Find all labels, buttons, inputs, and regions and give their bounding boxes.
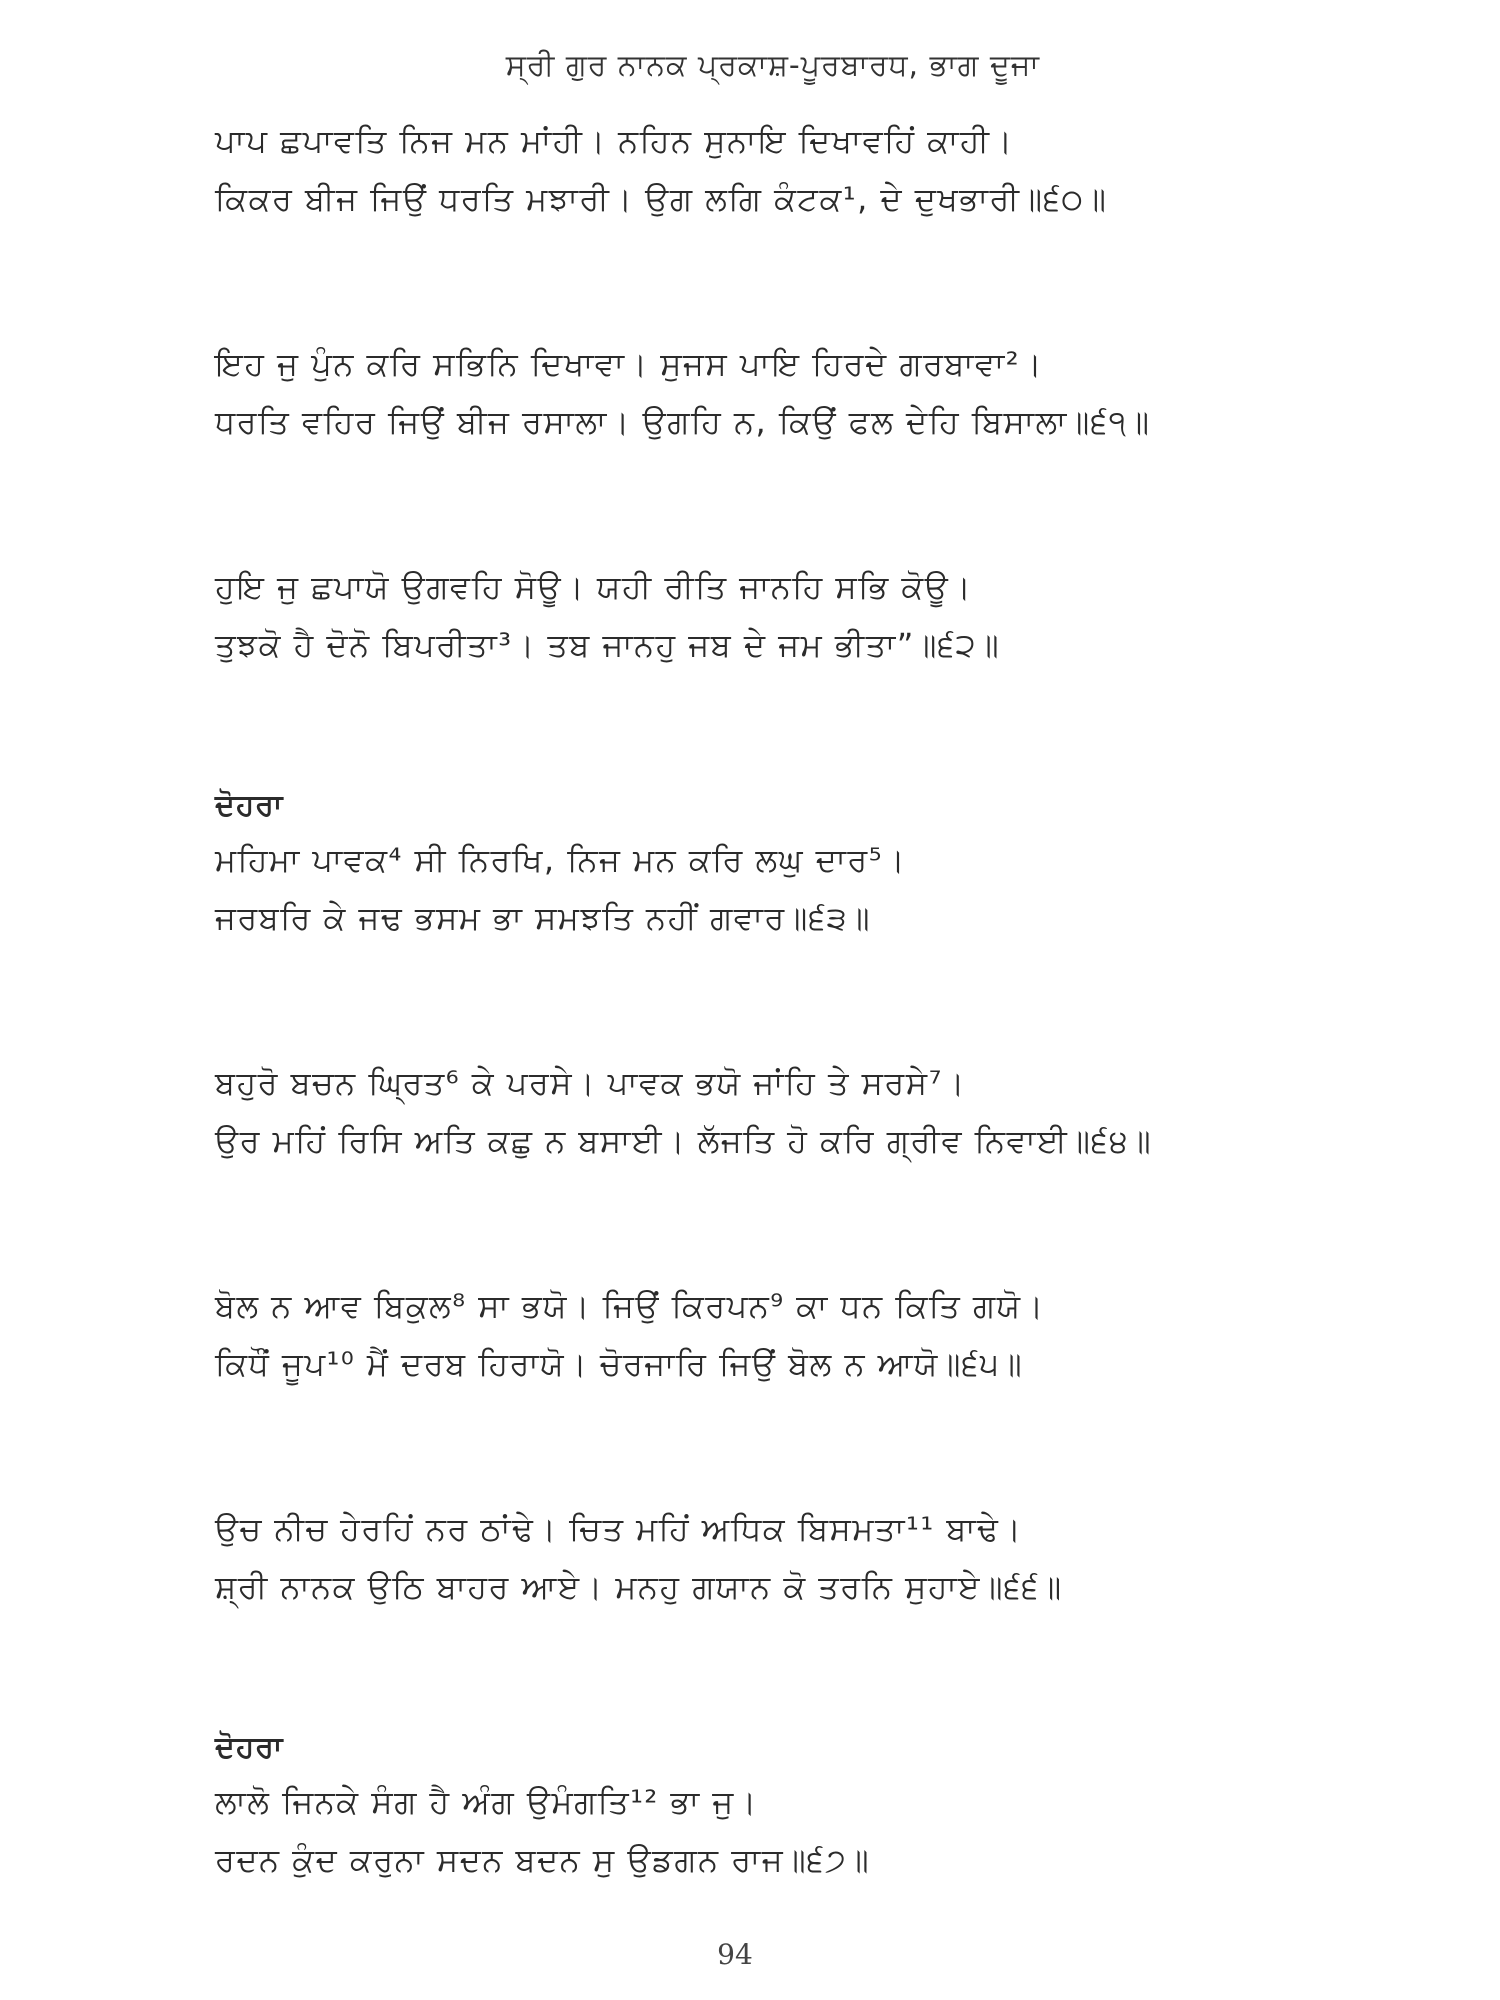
stanza-60 <box>215 112 1375 228</box>
stanza-67 <box>215 1723 1375 1889</box>
verse-line: ਪਾਪ ਛਪਾਵਤਿ ਨਿਜ ਮਨ ਮਾਂਹੀ। ਨਹਿਨ ਸੁਨਾਇ ਦਿਖਾਵਹਿਂ ਕਾਹੀ। <box>215 122 1014 160</box>
stanza-61 <box>215 335 1375 451</box>
verse-line: ਮਹਿਮਾ ਪਾਵਕ⁴ ਸੀ ਨਿਰਖਿ, ਨਿਜ ਮਨ ਕਰਿ ਲਘੁ ਦਾਰ⁵। <box>215 841 907 879</box>
verse-line: ਸ਼੍ਰੀ ਨਾਨਕ ਉਠਿ ਬਾਹਰ ਆਏ। ਮਨਹੁ ਗਯਾਨ ਕੋ ਤਰਨਿ ਸੁਹਾਏ॥੬੬॥ <box>215 1568 1063 1606</box>
verse-line: ਰਦਨ ਕੁੰਦ ਕਰੁਨਾ ਸਦਨ ਬਦਨ ਸੁ ਉਡਗਨ ਰਾਜ॥੬੭॥ <box>215 1841 871 1879</box>
verse-body <box>215 112 1375 1996</box>
verse-line: ਲਾਲੋ ਜਿਨਕੇ ਸੰਗ ਹੈ ਅੰਗ ਉਮੰਗਤਿ¹² ਭਾ ਜੁ। <box>215 1783 758 1821</box>
verse-line: ਉਚ ਨੀਚ ਹੇਰਹਿਂ ਨਰ ਠਾਂਢੇ। ਚਿਤ ਮਹਿਂ ਅਧਿਕ ਬਿਸਮਤਾ¹¹ ਬਾਢੇ। <box>215 1510 1023 1548</box>
verse-line: ਉਰ ਮਹਿਂ ਰਿਸਿ ਅਤਿ ਕਛੁ ਨ ਬਸਾਈ। ਲੱਜਤਿ ਹੋ ਕਰਿ ਗ੍ਰੀਵ ਨਿਵਾਈ॥੬੪॥ <box>215 1122 1153 1160</box>
verse-line: ਇਹ ਜੁ ਪੁੰਨ ਕਰਿ ਸਭਿਨਿ ਦਿਖਾਵਾ। ਸੁਜਸ ਪਾਇ ਹਿਰਦੇ ਗਰਬਾਵਾ²। <box>215 345 1044 383</box>
verse-line: ਤੁਝਕੋ ਹੈ ਦੋਨੋ ਬਿਪਰੀਤਾ³। ਤਬ ਜਾਨਹੁ ਜਬ ਦੇ ਜਮ ਭੀਤਾ”॥੬੨॥ <box>215 626 1001 664</box>
verse-line: ਬੋਲ ਨ ਆਵ ਬਿਕੁਲ⁸ ਸਾ ਭਯੋ। ਜਿਉਂ ਕਿਰਪਨ⁹ ਕਾ ਧਨ ਕਿਤਿ ਗਯੋ। <box>215 1287 1045 1325</box>
stanza-63 <box>215 781 1375 947</box>
page-number: 94 <box>717 1938 753 1971</box>
verse-line: ਕਿਧੌਂ ਜੂਪ¹⁰ ਮੈਂ ਦਰਬ ਹਿਰਾਯੋ। ਚੋਰਜਾਰਿ ਜਿਉਂ ਬੋਲ ਨ ਆਯੋ॥੬੫॥ <box>215 1345 1024 1383</box>
dohra-heading: ਦੋਹਰਾ <box>215 1730 284 1765</box>
verse-line: ਕਿਕਰ ਬੀਜ ਜਿਉਂ ਧਰਤਿ ਮਝਾਰੀ। ਉਗ ਲਗਿ ਕੰਟਕ¹, ਦੇ ਦੁਖਭਾਰੀ॥੬੦॥ <box>215 180 1108 218</box>
stanza-65 <box>215 1277 1375 1393</box>
running-header: ਸ੍ਰੀ ਗੁਰ ਨਾਨਕ ਪ੍ਰਕਾਸ਼-ਪੂਰਬਾਰਧ, ਭਾਗ ਦੂਜਾ <box>505 48 1040 83</box>
stanza-64 <box>215 1054 1375 1170</box>
verse-line: ਜਰਬਰਿ ਕੇ ਜਢ ਭਸਮ ਭਾ ਸਮਝਤਿ ਨਹੀਂ ਗਵਾਰ॥੬੩॥ <box>215 899 872 937</box>
verse-line: ਹੁਇ ਜੁ ਛਪਾਯੋ ਉਗਵਹਿ ਸੋਊ। ਯਹੀ ਰੀਤਿ ਜਾਨਹਿ ਸਭਿ ਕੋਊ। <box>215 568 973 606</box>
verse-line: ਧਰਤਿ ਵਹਿਰ ਜਿਉਂ ਬੀਜ ਰਸਾਲਾ। ਉਗਹਿ ਨ, ਕਿਉਂ ਫਲ ਦੇਹਿ ਬਿਸਾਲਾ॥੬੧॥ <box>215 403 1151 441</box>
stanza-66 <box>215 1500 1375 1616</box>
verse-line: ਬਹੁਰੋ ਬਚਨ ਘ੍ਰਿਤ⁶ ਕੇ ਪਰਸੇ। ਪਾਵਕ ਭਯੋ ਜਾਂਹਿ ਤੇ ਸਰਸੇ⁷। <box>215 1064 966 1102</box>
stanza-62 <box>215 558 1375 674</box>
dohra-heading: ਦੋਹਰਾ <box>215 788 284 823</box>
